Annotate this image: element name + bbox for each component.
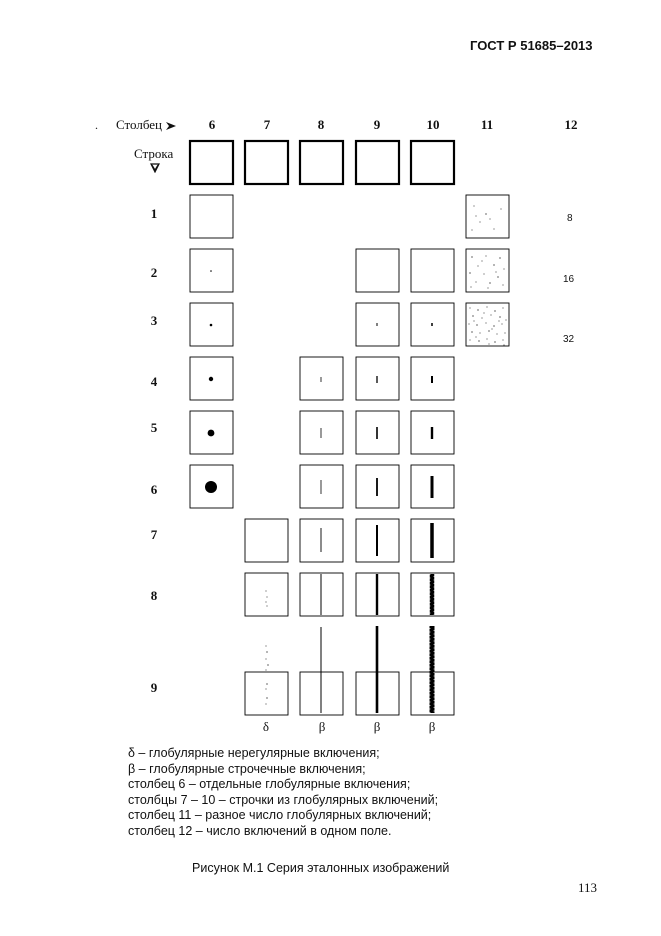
legend-item: столбец 12 – число включений в одном поле. (128, 823, 392, 838)
header-box-col-9 (356, 141, 399, 184)
type-label-beta-col-8: β (318, 719, 326, 734)
inclusion-count-32: 32 (563, 334, 575, 345)
row-axis-label: Строка (134, 146, 174, 161)
column-header-10: 10 (426, 117, 440, 132)
inclusion-r3-c6 (210, 324, 213, 327)
row-number-8: 8 (150, 588, 158, 603)
column-header-8: 8 (317, 117, 325, 132)
header-box-col-8 (300, 141, 343, 184)
column-header-12: 12 (564, 117, 578, 132)
legend-item: β – глобулярные строчечные включения; (128, 761, 366, 776)
inclusion-count-8: 8 (567, 213, 573, 224)
cell-r4-c8 (300, 357, 343, 400)
cell-r1-c6 (190, 195, 233, 238)
type-label-beta-col-10: β (428, 719, 436, 734)
cell-r2-c11 (466, 249, 509, 292)
cell-r2-c10 (411, 249, 454, 292)
column-header-6: 6 (208, 117, 216, 132)
cell-r6-c8 (300, 465, 343, 508)
row-number-6: 6 (150, 482, 158, 497)
row-number-9: 9 (150, 680, 158, 695)
type-label-beta-col-9: β (373, 719, 381, 734)
cell-r3-c11 (466, 303, 509, 346)
header-box-col-10 (411, 141, 454, 184)
row-number-5: 5 (150, 420, 158, 435)
type-label-delta: δ (262, 719, 270, 734)
row-number-2: 2 (150, 265, 158, 280)
column-header-11: 11 (480, 117, 494, 132)
legend-item: столбцы 7 – 10 – строчки из глобулярных включений; (128, 792, 439, 807)
inclusion-r5-c6 (208, 430, 215, 437)
row-number-1: 1 (150, 206, 158, 221)
figure-caption: Рисунок М.1 Серия эталонных изображений (192, 861, 450, 875)
inclusion-r4-c6 (209, 377, 213, 381)
inclusion-r2-c6 (210, 270, 212, 272)
cell-r9-c7 (245, 672, 288, 715)
legend-item: столбец 11 – разное число глобулярных включений; (128, 808, 432, 822)
list-bullet: . (95, 118, 98, 132)
header-box-col-7 (245, 141, 288, 184)
cell-r2-c9 (356, 249, 399, 292)
legend (128, 746, 438, 839)
cell-r7-c8 (300, 519, 343, 562)
column-axis-label-text: Столбец (116, 117, 162, 132)
column-header-9: 9 (373, 117, 381, 132)
legend-item: δ – глобулярные нерегулярные включения; (128, 746, 380, 760)
cell-r8-c7 (245, 573, 288, 616)
column-header-7: 7 (263, 117, 271, 132)
document-standard-header: ГОСТ Р 51685–2013 (470, 38, 593, 53)
cell-r1-c11 (466, 195, 509, 238)
row-number-7: 7 (150, 527, 158, 542)
page-number: 113 (578, 880, 598, 895)
header-box-col-6 (190, 141, 233, 184)
row-number-3: 3 (150, 313, 158, 328)
cell-r5-c8 (300, 411, 343, 454)
inclusion-r6-c6 (205, 481, 217, 493)
row-number-4: 4 (150, 374, 158, 389)
cell-r7-c7 (245, 519, 288, 562)
inclusion-count-16: 16 (563, 274, 575, 285)
legend-item: столбец 6 – отдельные глобулярные включения; (128, 777, 411, 791)
